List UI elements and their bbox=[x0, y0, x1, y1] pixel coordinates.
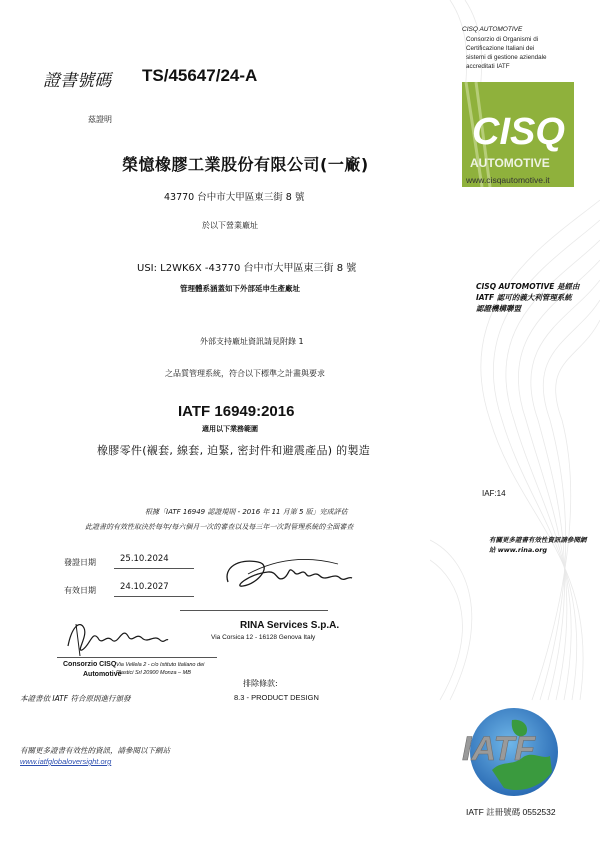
valid-date-value: 24.10.2027 bbox=[120, 582, 169, 592]
iatf-oversight-link[interactable]: www.iatfglobaloversight.org bbox=[20, 757, 112, 766]
cisq-logo-graphic bbox=[462, 82, 574, 187]
rina-name: RINA Services S.p.A. bbox=[240, 620, 340, 631]
cisq-member-line: IATF 認可的義大利管理系統 bbox=[476, 293, 572, 302]
valid-date-underline bbox=[114, 596, 194, 597]
quality-system-line: 之品質管理系統，符合以下標準之計畫與要求 bbox=[165, 369, 325, 378]
validity-note: 有關更多證書有效性的資訊，請參閱以下網站 bbox=[20, 746, 170, 755]
iaf-code: IAF:14 bbox=[482, 489, 506, 498]
company-name: 榮憶橡膠工業股份有限公司(一廠) bbox=[122, 155, 369, 174]
iatf-logo-text: IATF bbox=[462, 730, 536, 768]
iatf-globe-logo bbox=[452, 700, 572, 800]
iatf-registration: IATF 註冊號碼 0552532 bbox=[466, 807, 556, 817]
cisq-logo-text: CISQ bbox=[472, 111, 565, 153]
cisq-automotive-logo bbox=[462, 82, 574, 187]
cisq-org-name: Consorzio CISQ bbox=[63, 661, 117, 668]
management-extension-line: 管理體系涵蓋如下外部延申生產廠址 bbox=[180, 284, 300, 293]
scope-label: 適用以下業務範圍 bbox=[202, 425, 258, 433]
cisq-signature bbox=[62, 616, 172, 660]
cisq-org-name-2: Automotive bbox=[83, 671, 122, 678]
rina-address: Via Corsica 12 - 16128 Genova Italy bbox=[211, 634, 316, 641]
standard-title: IATF 16949:2016 bbox=[178, 403, 295, 420]
cisq-address-2: Plastici Srl 20900 Monza – MB bbox=[116, 670, 191, 676]
rina-more-line: 站 www.rina.org bbox=[489, 546, 548, 554]
exclusion-value: 8.3 - PRODUCT DESIGN bbox=[234, 693, 319, 702]
company-address: 43770 台中市大甲區東三街 8 號 bbox=[164, 192, 305, 203]
cisq-header-line: CISQ AUTOMOTIVE bbox=[462, 26, 523, 33]
rina-signature bbox=[218, 548, 358, 598]
cisq-header-line: Certificazione Italiani dei bbox=[466, 45, 535, 52]
rules-line-1: 根據「IATF 16949 認證規則 - 2016 年 11 月第 5 版」完成評估 bbox=[145, 508, 348, 516]
scope-text: 橡膠零件(襯套, 線套, 迫緊, 密封件和避震產品) 的製造 bbox=[97, 444, 371, 457]
support-sites-line: 外部支持廠址資訊請見附錄 1 bbox=[200, 337, 304, 346]
cisq-address-1: Via Vellela 2 - c/o Istituto Italiano dei bbox=[116, 662, 205, 668]
usi-line: USI: L2WK6X -43770 台中市大甲區東三街 8 號 bbox=[137, 263, 357, 274]
issue-date-value: 25.10.2024 bbox=[120, 554, 169, 564]
rina-signature-line bbox=[180, 610, 328, 611]
issue-date-label: 發證日期 bbox=[64, 558, 96, 567]
cisq-header-line: accreditati IATF bbox=[466, 63, 510, 70]
certificate-number-label: 證書號碼 bbox=[43, 71, 111, 91]
issued-per-text: 本證書依 IATF 符合原則進行頒發 bbox=[20, 694, 131, 703]
hereby-certify-text: 茲證明 bbox=[88, 115, 112, 124]
cisq-header-line: sistemi di gestione aziendale bbox=[466, 54, 547, 61]
cisq-member-line: CISQ AUTOMOTIVE 是經由 bbox=[476, 282, 580, 291]
cisq-signature-line bbox=[57, 657, 217, 658]
cisq-header-line: Consorzio di Organismi di bbox=[466, 36, 539, 43]
valid-date-label: 有效日期 bbox=[64, 586, 96, 595]
cisq-member-line: 認證機構聯盟 bbox=[476, 304, 521, 313]
cisq-website: www.cisqautomotive.it bbox=[466, 175, 550, 185]
certificate-number: TS/45647/24-A bbox=[142, 66, 258, 85]
exclusion-label: 排除條款: bbox=[243, 679, 278, 688]
rules-line-2: 此證書的有效性取決於每年/每六個月一次的審查以及每三年一次對管理系統的全面審查 bbox=[85, 523, 354, 531]
issue-date-underline bbox=[114, 568, 194, 569]
site-label: 於以下營業廠址 bbox=[202, 221, 258, 230]
rina-more-line: 有關更多證書有效性資訊請參閱網 bbox=[489, 536, 587, 544]
cisq-logo-subtext: AUTOMOTIVE bbox=[470, 156, 550, 170]
